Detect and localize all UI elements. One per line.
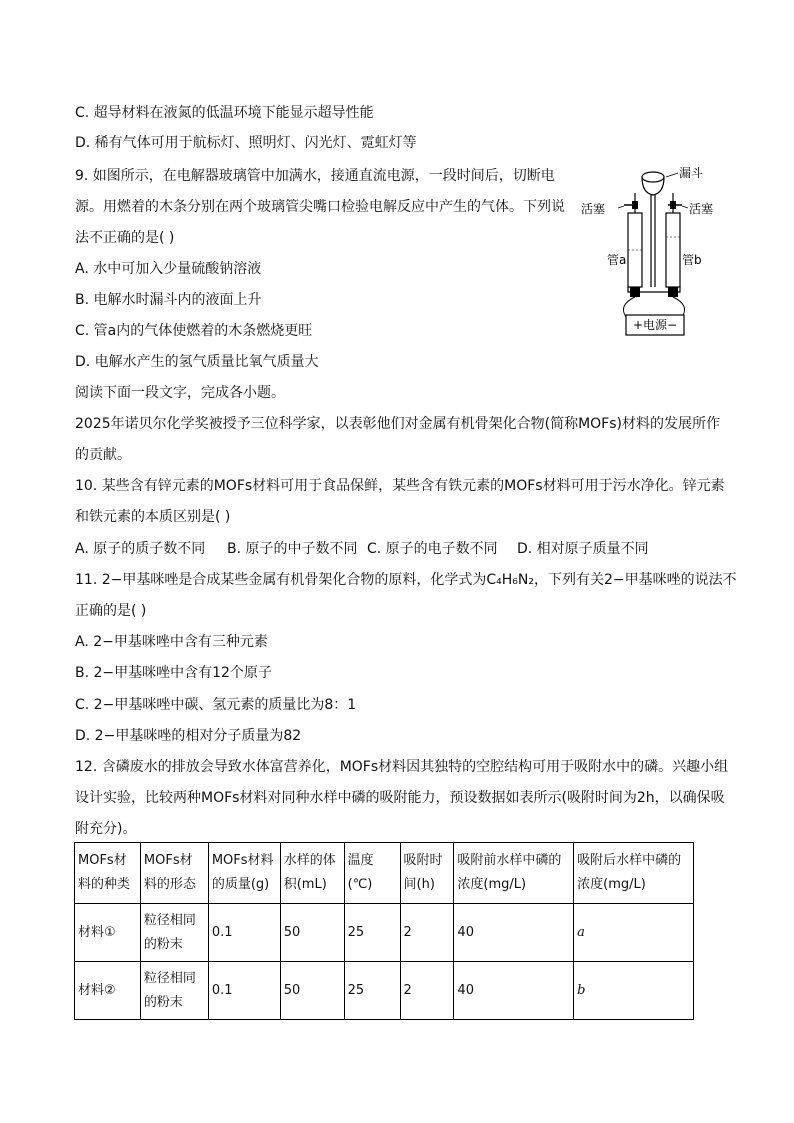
option-c-q9: C. 管a内的气体使燃着的木条燃烧更旺 [75,323,313,339]
table-header-row [75,843,694,904]
cell: a [574,904,694,962]
intro-line2: 的贡献。 [75,447,131,463]
option-a-q11: A. 2−甲基咪唑中含有三种元素 [75,634,268,650]
tube-a-label: 管a [607,253,627,267]
option-c-q10: C. 原子的电子数不同 [367,541,498,557]
power-supply-label: +电源− [632,318,678,332]
question-9-line3: 法不正确的是( ) [75,230,175,246]
cell: 材料① [75,904,141,962]
cell: 50 [280,962,344,1020]
tube-a [628,213,642,287]
cell: 50 [280,904,344,962]
header-concentration-before: 吸附前水样中磷的浓度(mg/L) [454,843,574,904]
funnel-label: 漏斗 [679,166,704,180]
cell: 0.1 [208,904,280,962]
header-concentration-after: 吸附后水样中磷的浓度(mg/L) [574,843,694,904]
question-12-line1: 12. 含磷废水的排放会导致水体富营养化，MOFs材料因其独特的空腔结构可用于吸附水中的磷。兴趣小组 [75,759,729,775]
question-9-line2: 源。用燃着的木条分别在两个玻璃管尖嘴口检验电解反应中产生的气体。下列说 [75,199,565,215]
question-10-line2: 和铁元素的本质区别是( ) [75,509,231,525]
stopcock-right-label: 活塞 [689,202,714,216]
option-d-q8: D. 稀有气体可用于航标灯、照明灯、闪光灯、霓虹灯等 [75,135,417,151]
header-material-mass: MOFs材料的质量(g) [208,843,280,904]
cell: 粒径相同的粉末 [140,962,208,1020]
header-material-form: MOFs材料的形态 [140,843,208,904]
question-10-options [75,540,649,558]
option-d-q10: D. 相对原子质量不同 [517,541,649,557]
tube-b [666,213,680,287]
option-c-q11: C. 2−甲基咪唑中碳、氢元素的质量比为8：1 [75,697,357,713]
cell: 粒径相同的粉末 [140,904,208,962]
cell: 0.1 [208,962,280,1020]
reading-instruction: 阅读下面一段文字，完成各小题。 [75,385,285,401]
intro-line1: 2025年诺贝尔化学奖被授予三位科学家，以表彰他们对金属有机骨架化合物(简称MOFs)材料的发展所作 [75,416,720,432]
question-10-line1: 10. 某些含有锌元素的MOFs材料可用于食品保鲜，某些含有铁元素的MOFs材料可用于污水净化。锌元素 [75,478,725,494]
option-d-q11: D. 2−甲基咪唑的相对分子质量为82 [75,728,302,744]
header-sample-volume: 水样的体积(mL) [280,843,344,904]
option-b-q11: B. 2−甲基咪唑中含有12个原子 [75,665,272,681]
funnel-rim [642,172,664,182]
option-b-q9: B. 电解水时漏斗内的液面上升 [75,292,262,308]
header-adsorption-time: 吸附时间(h) [400,843,454,904]
question-12-line2: 设计实验，比较两种MOFs材料对同种水样中磷的吸附能力，预设数据如表所示(吸附时间为2h，以确保吸 [75,790,725,806]
option-a-q9: A. 水中可加入少量硫酸钠溶液 [75,261,262,277]
cell: b [574,962,694,1020]
option-b-q10: B. 原子的中子数不同 [227,541,358,557]
adsorption-data-table [74,842,694,1020]
tube-b-label: 管b [682,253,702,267]
option-d-q9: D. 电解水产生的氢气质量比氧气质量大 [75,354,319,370]
table-row [75,904,694,962]
cell: 25 [344,904,400,962]
cell: 2 [400,962,454,1020]
electrode-left [630,287,640,297]
cell: 25 [344,962,400,1020]
cell: 材料② [75,962,141,1020]
header-temperature: 温度(℃) [344,843,400,904]
cell: 40 [454,962,574,1020]
funnel-bowl [642,177,664,195]
question-9-line1: 9. 如图所示，在电解器玻璃管中加满水，接通直流电源，一段时间后，切断电 [75,168,555,184]
option-a-q10: A. 原子的质子数不同 [75,541,206,557]
header-material-type: MOFs材料的种类 [75,843,141,904]
question-11-line2: 正确的是( ) [75,603,147,619]
question-12-line3: 附充分)。 [75,821,137,837]
electrode-right [668,287,678,297]
cell: 2 [400,904,454,962]
option-c-q8: C. 超导材料在液氮的低温环境下能显示超导性能 [75,105,374,121]
electrolysis-apparatus-diagram [578,165,728,345]
cell: 40 [454,904,574,962]
stopcock-left-label: 活塞 [581,202,606,216]
question-11-line1: 11. 2−甲基咪唑是合成某些金属有机骨架化合物的原料，化学式为C₄H₆N₂，下列有关2−甲基咪唑的说法不 [75,572,737,588]
table-row [75,962,694,1020]
